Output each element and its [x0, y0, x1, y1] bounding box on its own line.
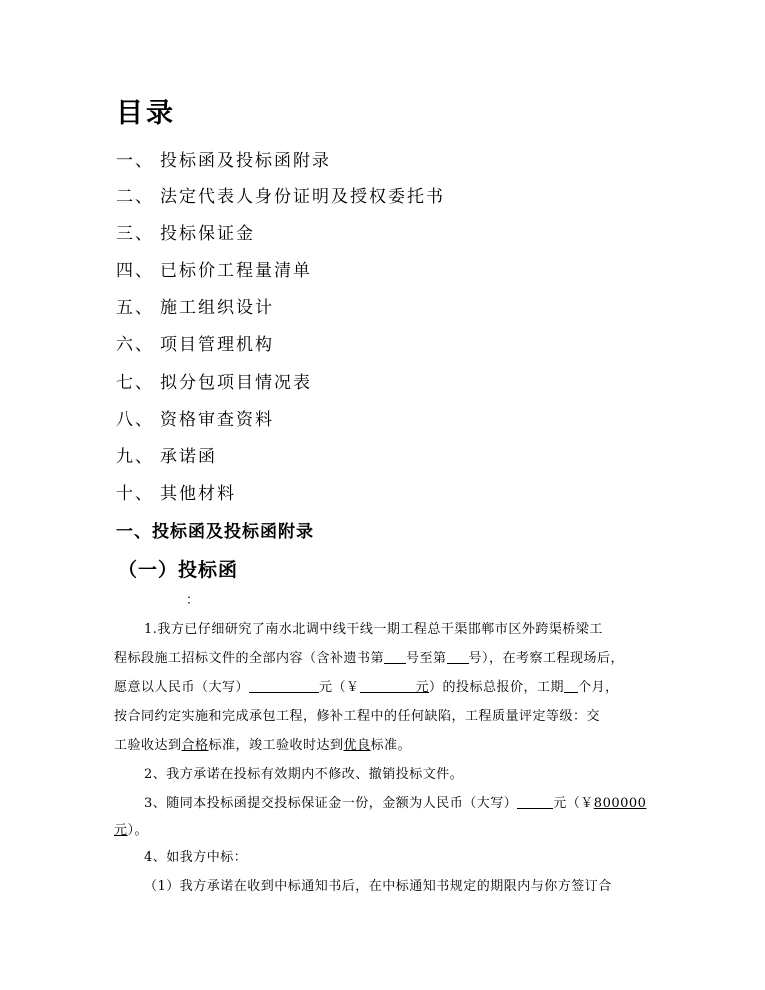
toc-text: 项目管理机构: [160, 335, 274, 355]
sub-heading: （一）投标函: [118, 559, 239, 581]
paragraph-text: ）的投标总报价，工期: [429, 680, 565, 695]
paragraph-3-line-1: [144, 792, 646, 811]
toc-number: 八、: [116, 410, 154, 430]
paragraph-text: 号），在考察工程现场后，: [468, 651, 625, 666]
paragraph-text: 标准。: [370, 738, 412, 753]
blank-field: [517, 795, 553, 809]
paragraph-1-line-5: [114, 734, 411, 753]
toc-text: 拟分包项目情况表: [160, 373, 312, 393]
blank-field: [360, 679, 416, 693]
paragraph-text: 个月，: [578, 680, 619, 695]
toc-item: [116, 368, 312, 393]
paragraph-text: ）。: [127, 823, 149, 838]
paragraph-text: 元（￥: [319, 680, 360, 695]
paragraph-4-item-1: （1）我方承诺在收到中标通知书后，在中标通知书规定的期限内与你方签订合: [144, 879, 612, 894]
section-heading: 一、投标函及投标函附录: [116, 522, 314, 542]
toc-item: [116, 219, 255, 244]
blank-field: [564, 679, 578, 693]
toc-item: [116, 330, 274, 355]
toc-text: 法定代表人身份证明及授权委托书: [160, 187, 445, 207]
toc-number: 六、: [116, 335, 154, 355]
paragraph-text: 元（￥: [553, 796, 594, 811]
toc-number: 三、: [116, 224, 154, 244]
toc-number: 二、: [116, 187, 154, 207]
underlined-text: 合格: [181, 738, 209, 753]
toc-text: 其他材料: [160, 484, 236, 504]
paragraph-1-line-1: 1.我方已仔细研究了南水北调中线干线一期工程总干渠邯郸市区外跨渠桥梁工: [144, 622, 603, 637]
addressee-colon: ：: [186, 593, 200, 608]
paragraph-1-line-2: [114, 647, 624, 666]
toc-text: 承诺函: [160, 447, 217, 467]
toc-number: 九、: [116, 447, 154, 467]
underlined-text: 优良: [343, 738, 371, 753]
toc-number: 四、: [116, 261, 154, 281]
toc-text: 资格审查资料: [160, 410, 274, 430]
paragraph-text: 3、随同本投标函提交投标保证金一份，金额为人民币（大写）: [144, 796, 518, 811]
blank-field: [447, 650, 469, 664]
toc-text: 投标保证金: [160, 224, 255, 244]
toc-number: 五、: [116, 298, 154, 318]
paragraph-4: 4、如我方中标：: [144, 850, 248, 865]
blank-field: [384, 650, 406, 664]
paragraph-2: 2、我方承诺在投标有效期内不修改、撤销投标文件。: [144, 767, 464, 782]
toc-item: [116, 442, 217, 467]
toc-item: [116, 405, 274, 430]
toc-text: 施工组织设计: [160, 298, 274, 318]
toc-item: [116, 146, 331, 171]
blank-field: [249, 679, 319, 693]
underlined-text: 元: [114, 823, 128, 838]
paragraph-text: 愿意以人民币（大写）: [114, 680, 250, 695]
toc-item: [116, 479, 236, 504]
paragraph-text: 元: [415, 680, 430, 695]
toc-number: 一、: [116, 151, 154, 171]
paragraph-text: 标准，竣工验收时达到: [208, 738, 344, 753]
page-title: 目录: [116, 98, 176, 129]
paragraph-text: 号至第: [406, 651, 447, 666]
paragraph-text: 工验收达到: [114, 738, 182, 753]
paragraph-1-line-4: 按合同约定实施和完成承包工程，修补工程中的任何缺陷，工程质量评定等级：交: [114, 709, 601, 724]
paragraph-text: 程标段施工招标文件的全部内容（含补遗书第: [114, 651, 385, 666]
paragraph-1-line-3: [114, 676, 619, 695]
toc-item: [116, 293, 274, 318]
toc-item: [116, 182, 445, 207]
toc-text: 投标函及投标函附录: [160, 151, 331, 171]
toc-number: 七、: [116, 373, 154, 393]
toc-text: 已标价工程量清单: [160, 261, 312, 281]
paragraph-3-line-2: [114, 819, 148, 838]
toc-item: [116, 256, 312, 281]
deposit-amount: 800000: [593, 796, 647, 811]
toc-number: 十、: [116, 484, 154, 504]
